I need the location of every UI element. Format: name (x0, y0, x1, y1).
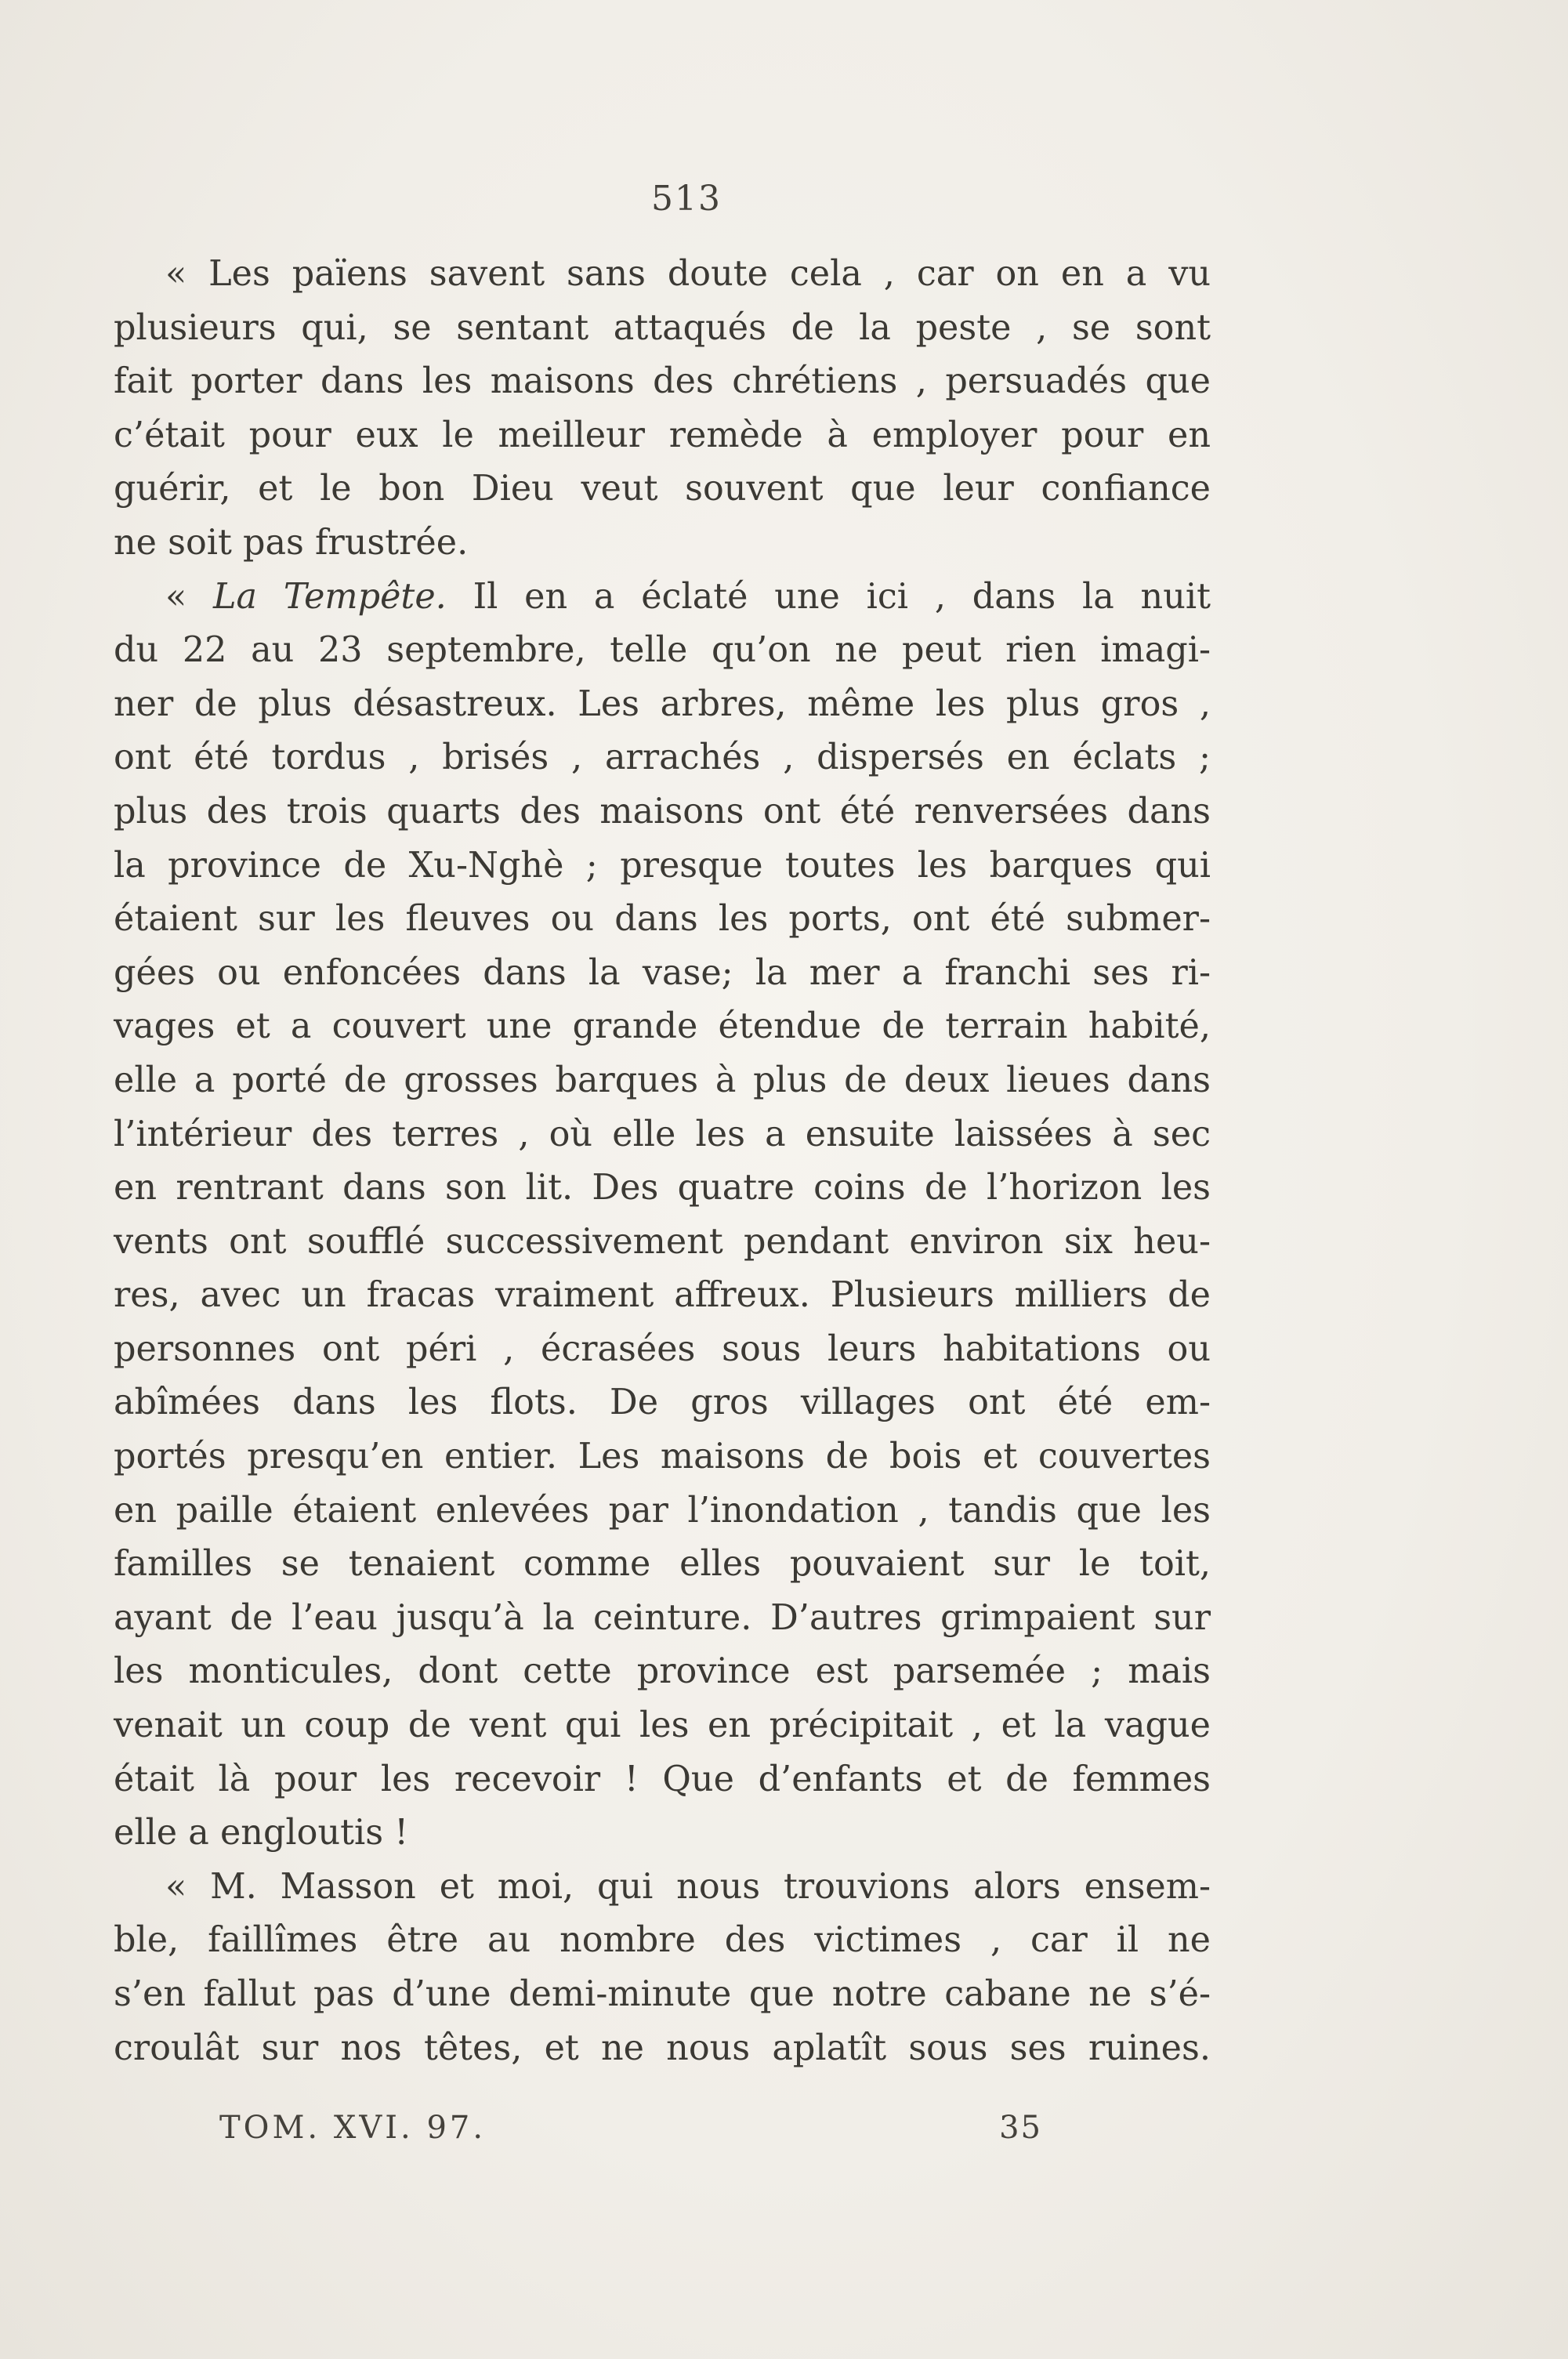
text-line-tempete (114, 571, 1211, 625)
text-line: fait porter dans les maisons des chrétiens , persuadés que (114, 361, 1211, 402)
text-line: ont été tordus , brisés , arrachés , dispersés en éclats ; (114, 737, 1211, 778)
text-line: en paille étaient enlevées par l’inondation , tandis que les (114, 1490, 1211, 1531)
signature-number: 35 (999, 2110, 1042, 2146)
text-line: elle a engloutis ! (114, 1813, 409, 1854)
text-line: plus des trois quarts des maisons ont été renversées dans (114, 791, 1211, 832)
signature-mark: TOM. XVI. 97. (219, 2110, 487, 2146)
text-line: portés presqu’en entier. Les maisons de bois et couvertes (114, 1437, 1211, 1477)
text-line: c’était pour eux le meilleur remède à employer pour en (114, 415, 1211, 455)
page-number: 513 (651, 179, 722, 219)
text-line: les monticules, dont cette province est parsemée ; mais (114, 1651, 1211, 1692)
text-line: guérir, et le bon Dieu veut souvent que leur confiance (114, 469, 1211, 509)
text-line: venait un coup de vent qui les en précipitait , et la vague (114, 1705, 1211, 1746)
text-line: ne soit pas frustrée. (114, 522, 469, 563)
text-line: s’en fallut pas d’une demi-minute que notre cabane ne s’é- (114, 1974, 1211, 2014)
text-line: ner de plus désastreux. Les arbres, même les plus gros , (114, 683, 1211, 724)
text-line: « M. Masson et moi, qui nous trouvions alors ensem- (165, 1866, 1211, 1907)
text-line: res, avec un fracas vraiment affreux. Plusieurs milliers de (114, 1275, 1211, 1316)
page-footer (219, 2110, 1042, 2154)
text-line: plusieurs qui, se sentant attaqués de la peste , se sont (114, 307, 1211, 348)
text-line: était là pour les recevoir ! Que d’enfants et de femmes (114, 1759, 1211, 1799)
text-line: familles se tenaient comme elles pouvaient sur le toit, (114, 1544, 1211, 1585)
text-line: la province de Xu-Nghè ; presque toutes les barques qui (114, 845, 1211, 886)
text-line: étaient sur les fleuves ou dans les ports, ont été submer- (114, 899, 1211, 940)
body-text (114, 248, 1211, 2075)
text-line: l’intérieur des terres , où elle les a ensuite laissées à sec (114, 1114, 1211, 1154)
text-line: vents ont soufflé successivement pendant environ six heu- (114, 1221, 1211, 1262)
tempete-title: La Tempête. (213, 576, 447, 617)
text-line: personnes ont péri , écrasées sous leurs habitations ou (114, 1328, 1211, 1369)
text-line: en rentrant dans son lit. Des quatre coins de l’horizon les (114, 1168, 1211, 1208)
text-line: ble, faillîmes être au nombre des victimes , car il ne (114, 1920, 1211, 1961)
text-line: « Les païens savent sans doute cela , car on en a vu (165, 254, 1211, 294)
text-line: ayant de l’eau jusqu’à la ceinture. D’autres grimpaient sur (114, 1597, 1211, 1638)
text-line: elle a porté de grosses barques à plus de deux lieues dans (114, 1060, 1211, 1100)
tempete-prefix: « (165, 576, 213, 617)
text-line: du 22 au 23 septembre, telle qu’on ne peut rien imagi- (114, 630, 1211, 671)
tempete-line-rest: Il en a éclaté une ici , dans la nuit (446, 576, 1211, 617)
text-line: gées ou enfoncées dans la vase; la mer a franchi ses ri- (114, 952, 1211, 993)
text-line: croulât sur nos têtes, et ne nous aplatît sous ses ruines. (114, 2027, 1211, 2068)
text-line: vages et a couvert une grande étendue de terrain habité, (114, 1006, 1211, 1047)
text-line: abîmées dans les flots. De gros villages ont été em- (114, 1382, 1211, 1423)
